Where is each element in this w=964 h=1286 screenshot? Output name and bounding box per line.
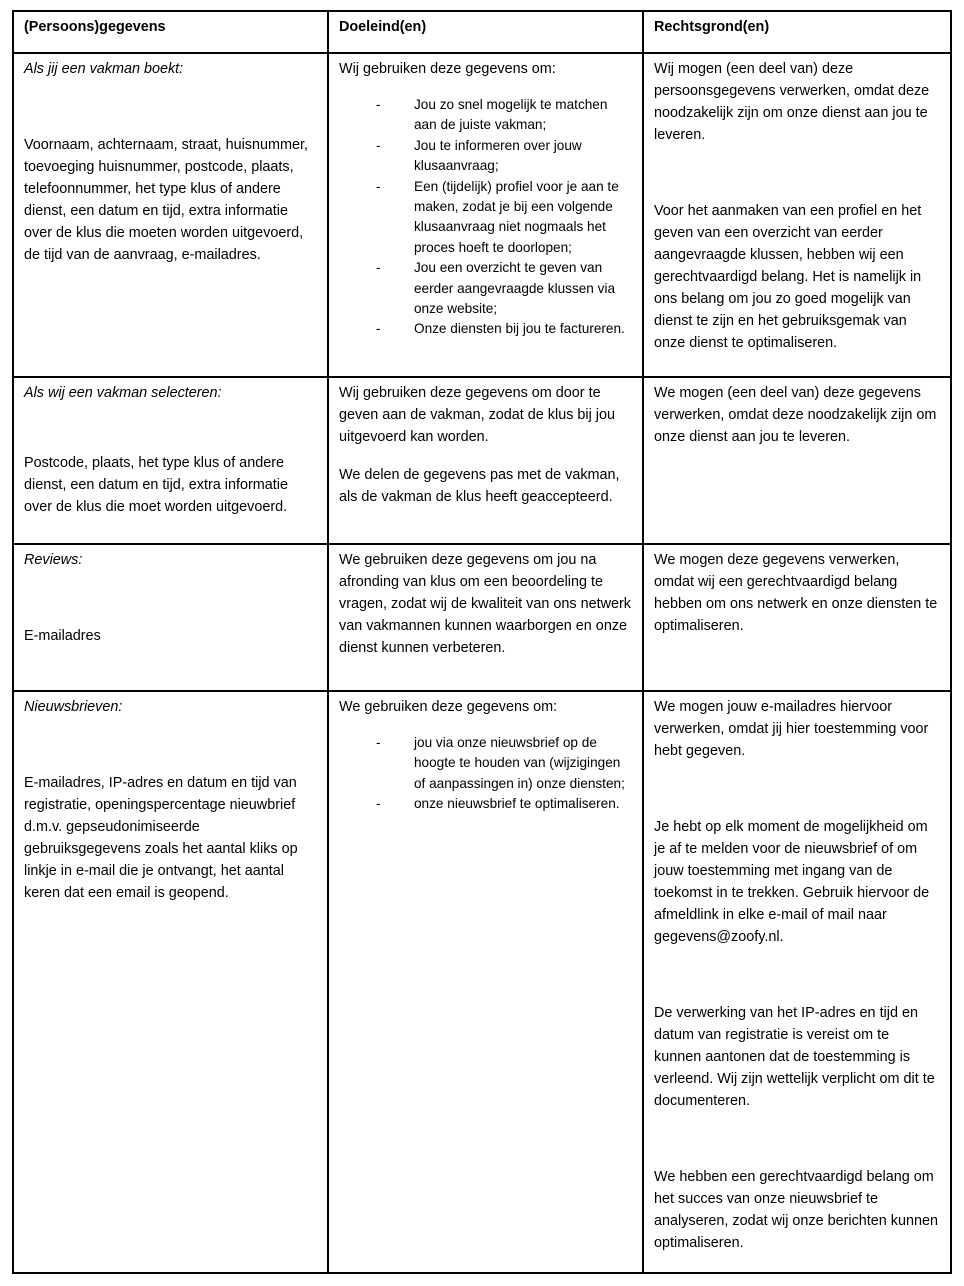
- basis-cell: [643, 377, 951, 544]
- data-cell: [13, 691, 328, 1273]
- header-row: [13, 11, 951, 53]
- purpose-cell: [328, 53, 643, 377]
- header-basis: Rechtsgrond(en): [643, 11, 951, 53]
- basis-cell: [643, 53, 951, 377]
- basis-text: We mogen jouw e-mailadres hiervoor verwerken, omdat jij hier toestemming voor hebt gegeven.: [654, 699, 929, 759]
- data-text: E-mailadres: [24, 628, 101, 644]
- row-title: Reviews:: [24, 552, 83, 568]
- privacy-table: [12, 10, 952, 1274]
- data-text: E-mailadres, IP-adres en datum en tijd van registratie, openingspercentage nieuwbrief d.m.v. gepseudonimiseerde gebruiksgegevens zoals het aantal kliks op linkje in e-mail die je ontvangt, het aantal keren dat een email is geopend.: [24, 775, 298, 901]
- table-row-booking: [13, 53, 951, 377]
- data-text: Voornaam, achternaam, straat, huisnummer, toevoeging huisnummer, postcode, plaats, telefoonnummer, het type klus of andere dienst, een datum en tijd, extra informatie over de klus die moeten worden uitgevoerd, de tijd van de aanvraag, e-mailadres.: [24, 137, 308, 263]
- purpose-list: [339, 95, 632, 340]
- row-title: Als jij een vakman boekt:: [24, 61, 184, 77]
- header-data: (Persoons)gegevens: [13, 11, 328, 53]
- data-cell: [13, 53, 328, 377]
- list-item: - Onze diensten bij jou te factureren.: [339, 319, 632, 339]
- purpose-cell: [328, 544, 643, 691]
- basis-text: Voor het aanmaken van een profiel en het geven van een overzicht van eerder aangevraagde klussen, hebben wij een gerechtvaardigd belang. Het is namelijk in ons belang om jou zo goed mogelijk van dienst te zijn en het gebruiksgemak van onze dienst te optimaliseren.: [654, 203, 922, 351]
- data-text: Postcode, plaats, het type klus of andere dienst, een datum en tijd, extra informatie over de klus die moet worden uitgevoerd.: [24, 455, 288, 515]
- purpose-list: [339, 733, 632, 815]
- table-row-newsletters: [13, 691, 951, 1273]
- data-cell: [13, 544, 328, 691]
- table-row-selection: [13, 377, 951, 544]
- basis-text: Je hebt op elk moment de mogelijkheid om je af te melden voor de nieuwsbrief of om jouw toestemming met ingang van de toekomst in te trekken. Gebruik hiervoor de afmeldlink in elke e-mail of mail naar gegevens@zoofy.nl.: [654, 819, 930, 945]
- basis-text: We hebben een gerechtvaardigd belang om het succes van onze nieuwsbrief te analyseren, zodat wij onze berichten kunnen optimaliseren.: [654, 1169, 938, 1251]
- list-item: - onze nieuwsbrief te optimaliseren.: [339, 794, 632, 814]
- basis-text: De verwerking van het IP-adres en tijd en datum van registratie is vereist om te kunnen aantonen dat de toestemming is verleend. Wij zijn wettelijk verplicht om dit te documenteren.: [654, 1005, 935, 1109]
- data-cell: [13, 377, 328, 544]
- list-item: - Jou een overzicht te geven van eerder aangevraagde klussen via onze website;: [339, 258, 632, 319]
- basis-text: We mogen (een deel van) deze gegevens verwerken, omdat deze noodzakelijk zijn om onze dienst aan jou te leveren.: [654, 385, 937, 445]
- list-item: - Jou zo snel mogelijk te matchen aan de juiste vakman;: [339, 95, 632, 136]
- basis-text: We mogen deze gegevens verwerken, omdat wij een gerechtvaardigd belang hebben om ons netwerk en onze diensten te optimaliseren.: [654, 552, 938, 634]
- list-item: - jou via onze nieuwsbrief op de hoogte te houden van (wijzigingen of aanpassingen in) onze diensten;: [339, 733, 632, 794]
- purpose-text: Wij gebruiken deze gegevens om door te geven aan de vakman, zodat de klus bij jou uitgevoerd kan worden.: [339, 385, 616, 445]
- list-item: - Een (tijdelijk) profiel voor je aan te maken, zodat je bij een volgende klusaanvraag niet nogmaals het proces hoeft te doorlopen;: [339, 177, 632, 259]
- row-title: Nieuwsbrieven:: [24, 699, 123, 715]
- list-item: - Jou te informeren over jouw klusaanvraag;: [339, 136, 632, 177]
- table-row-reviews: [13, 544, 951, 691]
- purpose-cell: [328, 377, 643, 544]
- purpose-text: We gebruiken deze gegevens om jou na afronding van klus om een beoordeling te vragen, zodat wij de kwaliteit van ons netwerk van vakmannen kunnen waarborgen en onze dienst kunnen verbeteren.: [339, 552, 631, 656]
- row-title: Als wij een vakman selecteren:: [24, 385, 222, 401]
- purpose-intro: We gebruiken deze gegevens om:: [339, 699, 558, 715]
- basis-cell: [643, 691, 951, 1273]
- basis-cell: [643, 544, 951, 691]
- purpose-cell: [328, 691, 643, 1273]
- purpose-intro: Wij gebruiken deze gegevens om:: [339, 61, 556, 77]
- basis-text: Wij mogen (een deel van) deze persoonsgegevens verwerken, omdat deze noodzakelijk zijn om onze dienst aan jou te leveren.: [654, 61, 930, 143]
- purpose-text: We delen de gegevens pas met de vakman, als de vakman de klus heeft geaccepteerd.: [339, 467, 620, 505]
- header-purpose: Doeleind(en): [328, 11, 643, 53]
